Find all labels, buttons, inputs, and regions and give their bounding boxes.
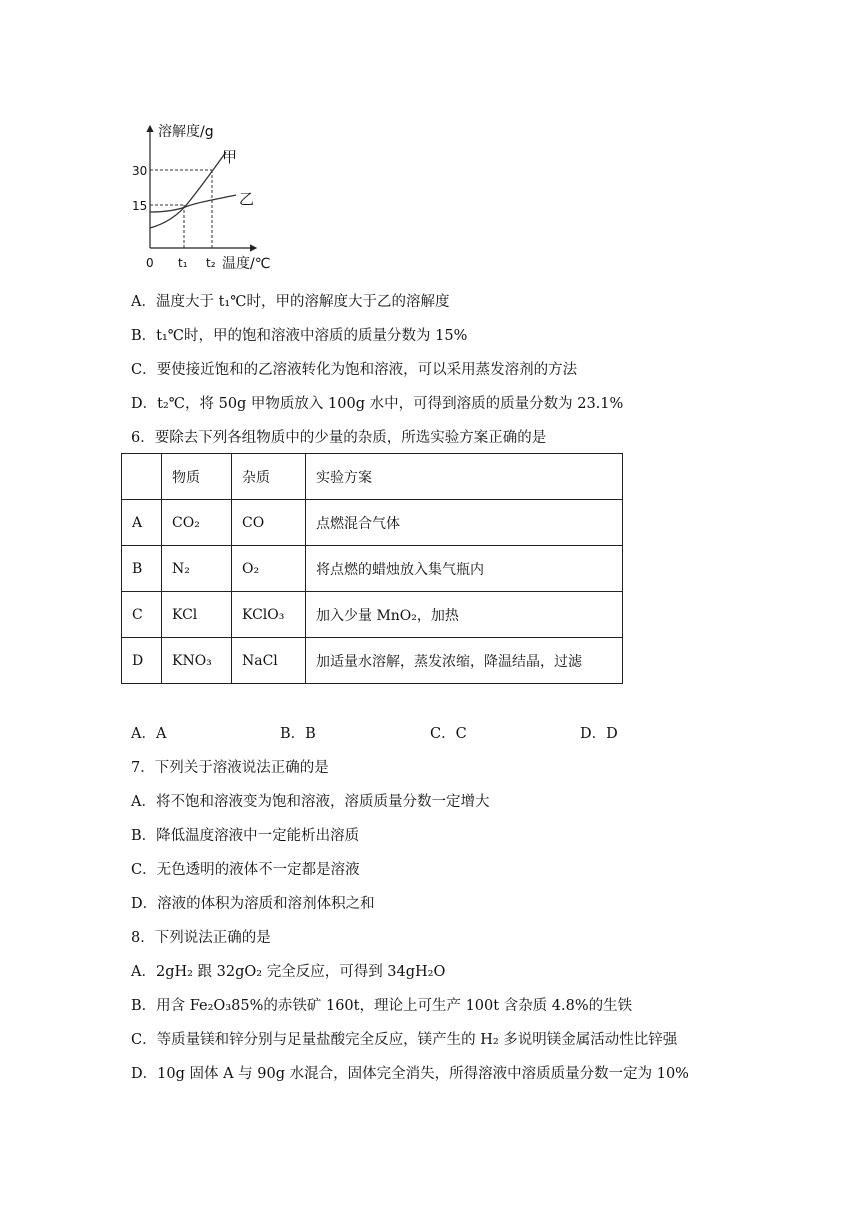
table-cell: 加适量水溶解，蒸发浓缩，降温结晶，过滤 [306,638,623,684]
q7-option-d: D．溶液的体积为溶质和溶剂体积之和 [131,896,375,912]
origin-label: 0 [146,256,154,270]
table-cell: O₂ [232,546,306,592]
q8-option-b: B．用含 Fe₂O₃85%的赤铁矿 160t，理论上可生产 100t 含杂质 4.8%的生铁 [131,998,633,1014]
q6-option-d: D．D [580,726,618,742]
curve-label-jia: 甲 [222,148,238,166]
table-cell: C [122,592,162,638]
table-cell: 点燃混合气体 [306,500,623,546]
table-row [122,500,623,546]
q7-option-b: B．降低温度溶液中一定能析出溶质 [131,828,360,844]
table-cell: KClO₃ [232,592,306,638]
table-row [122,638,623,684]
table-cell: KNO₃ [162,638,232,684]
q8-option-a: A．2gH₂ 跟 32gO₂ 完全反应，可得到 34gH₂O [131,964,446,980]
q5-option-d: D．t₂℃，将 50g 甲物质放入 100g 水中，可得到溶质的质量分数为 23.1% [131,396,624,412]
table-cell: 加入少量 MnO₂，加热 [306,592,623,638]
y-axis-label: 溶解度/g [158,124,214,140]
table-cell: CO [232,500,306,546]
table-cell: KCl [162,592,232,638]
table-header-cell: 杂质 [232,454,306,500]
solubility-graph [132,118,288,278]
q7-option-a: A．将不饱和溶液变为饱和溶液，溶质质量分数一定增大 [131,794,490,810]
q7-option-c: C．无色透明的液体不一定都是溶液 [131,862,360,878]
table-cell: N₂ [162,546,232,592]
y-tick-30: 30 [132,164,148,178]
curve-jia [150,152,226,228]
table-cell: A [122,500,162,546]
y-tick-15: 15 [132,199,148,213]
q5-option-a: A．温度大于 t₁℃时，甲的溶解度大于乙的溶解度 [131,294,450,310]
q6-option-a: A．A [131,726,167,742]
q6-table [121,453,623,684]
curve-label-yi: 乙 [239,190,255,208]
x-tick-t1: t₁ [178,256,188,270]
table-header-row [122,454,623,500]
table-cell: 将点燃的蜡烛放入集气瓶内 [306,546,623,592]
x-tick-t2: t₂ [206,256,216,270]
table-header-cell: 实验方案 [306,454,623,500]
q8-option-d: D．10g 固体 A 与 90g 水混合，固体完全消失，所得溶液中溶质质量分数一定为 10% [131,1066,689,1082]
table-row [122,546,623,592]
q6-option-c: C．C [430,726,467,742]
q5-option-c: C．要使接近饱和的乙溶液转化为饱和溶液，可以采用蒸发溶剂的方法 [131,362,578,378]
q7-stem: 7．下列关于溶液说法正确的是 [131,760,329,776]
q6-stem: 6．要除去下列各组物质中的少量的杂质，所选实验方案正确的是 [131,430,547,446]
q8-option-c: C．等质量镁和锌分别与足量盐酸完全反应，镁产生的 H₂ 多说明镁金属活动性比锌强 [131,1032,678,1048]
table-cell: CO₂ [162,500,232,546]
q5-option-b: B．t₁℃时，甲的饱和溶液中溶质的质量分数为 15% [131,328,468,344]
table-header-cell: 物质 [162,454,232,500]
q8-stem: 8．下列说法正确的是 [131,930,271,946]
table-header-cell [122,454,162,500]
q6-option-b: B．B [280,726,316,742]
table-cell: B [122,546,162,592]
table-row [122,592,623,638]
table-cell: NaCl [232,638,306,684]
table-cell: D [122,638,162,684]
x-axis-label: 温度/℃ [222,256,271,272]
